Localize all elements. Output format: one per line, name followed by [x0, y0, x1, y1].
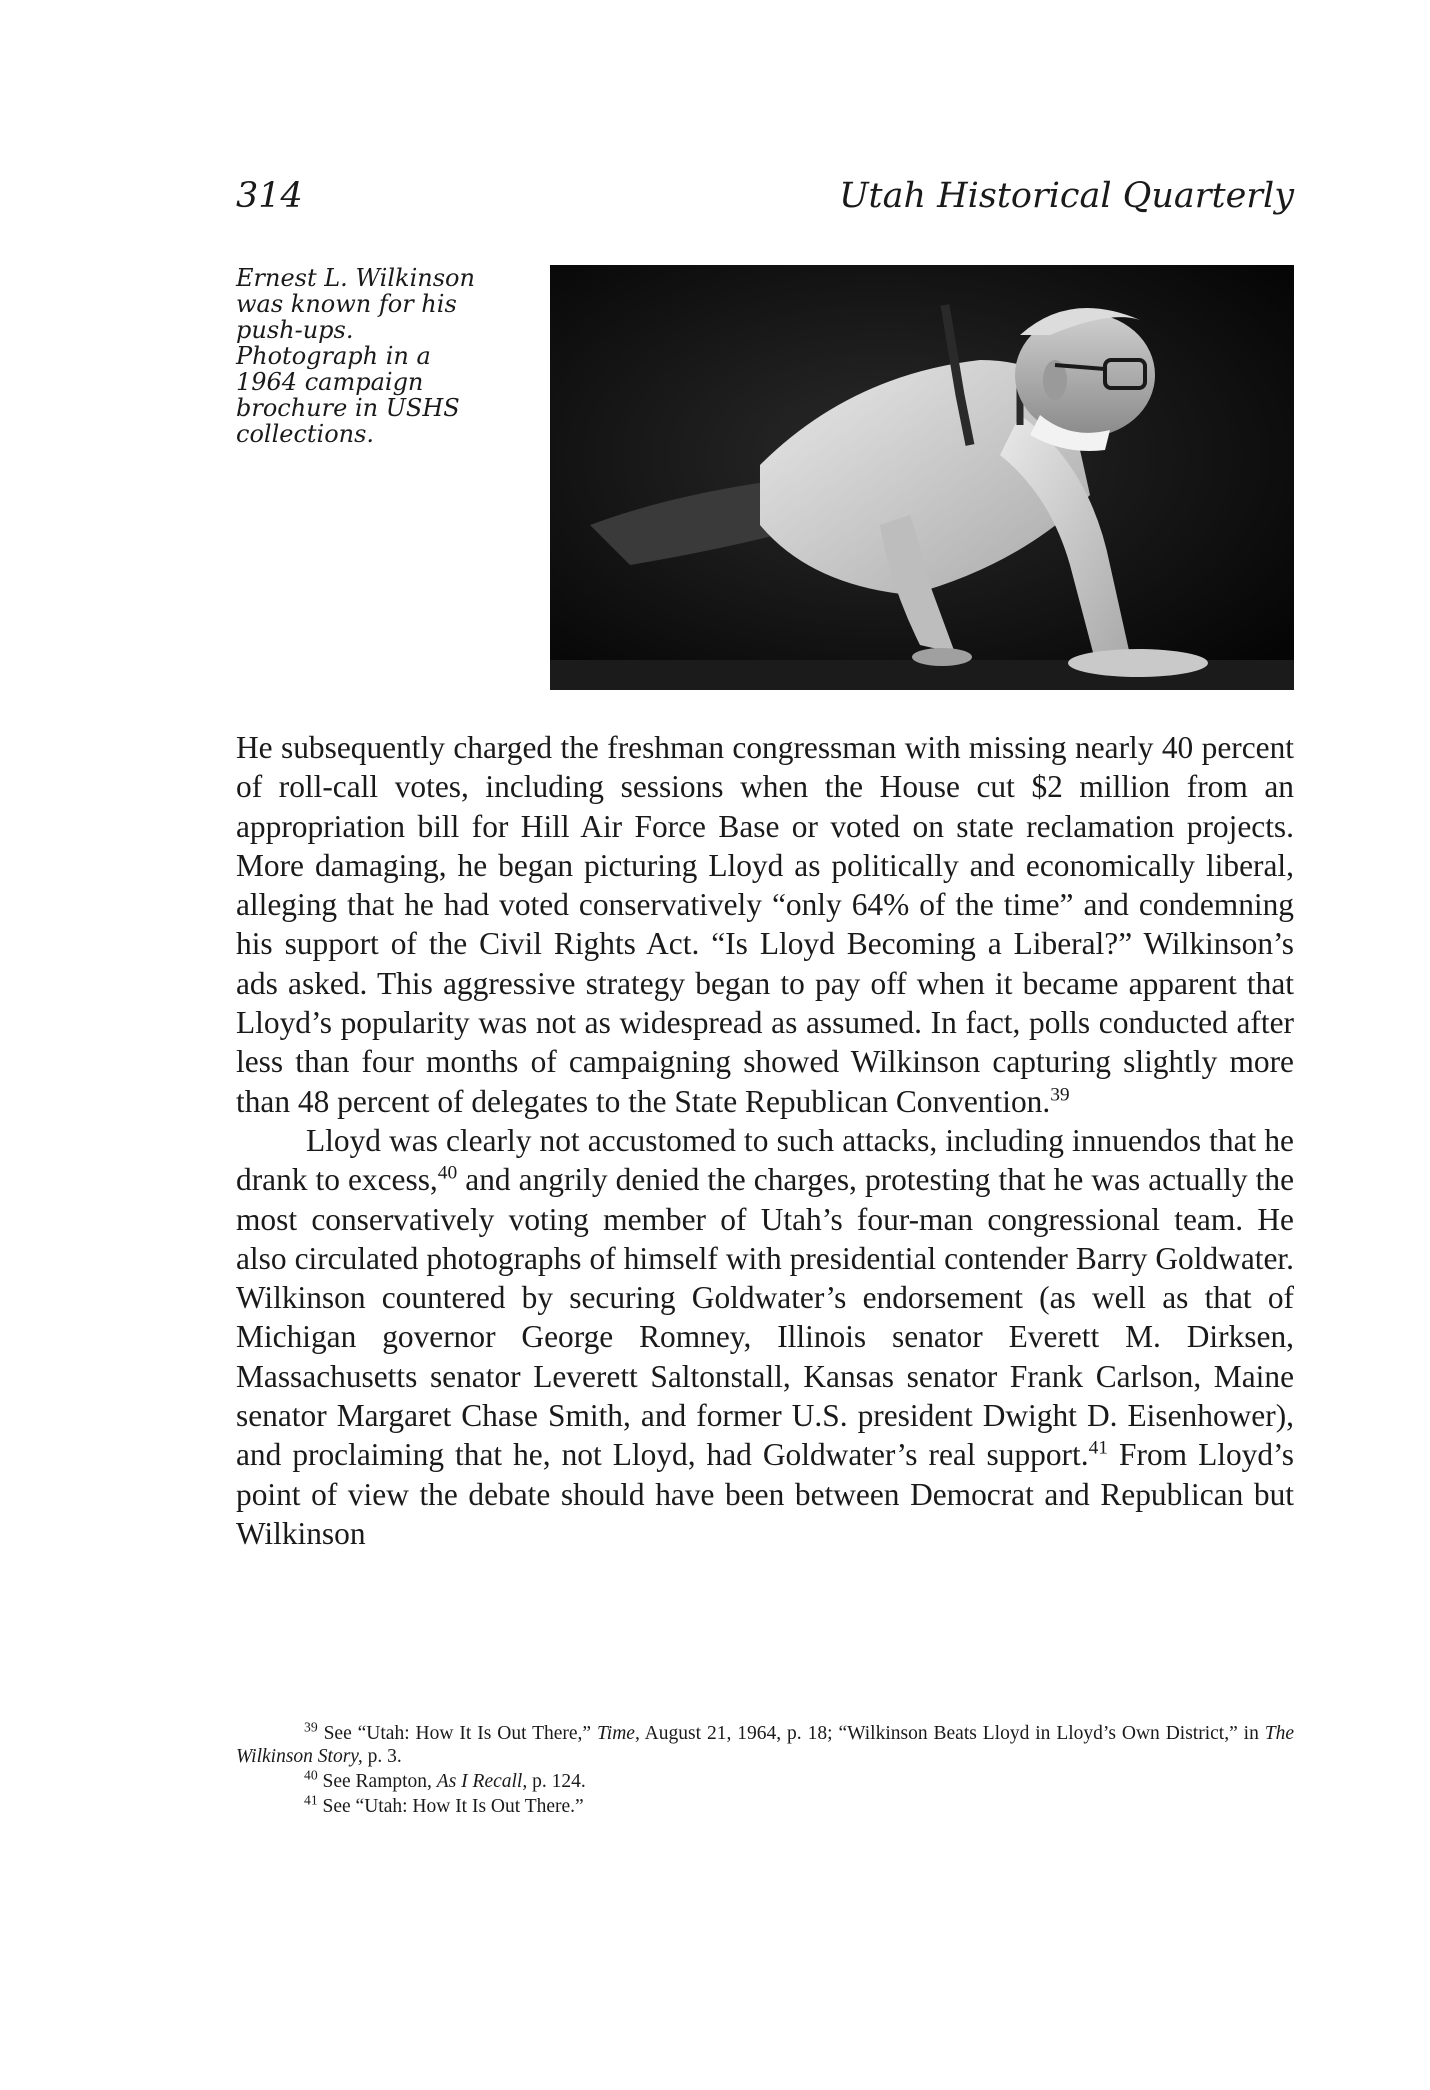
journal-title: Utah Historical Quarterly: [839, 176, 1294, 216]
footnote-ref-41[interactable]: 41: [1088, 1437, 1109, 1459]
footnote-41: $^{41}$ See “Utah: How It Is Out There.”: [304, 1792, 584, 1817]
footnote-ref-39[interactable]: 39: [1050, 1084, 1070, 1106]
figure-photograph: [550, 265, 1294, 690]
footnotes: [236, 1719, 1295, 1820]
pushup-photo-illustration: [550, 265, 1294, 690]
figure-caption: Ernest L. Wilkinson was known for his push-ups. Photograph in a 1964 campaign brochure in USHS collections.: [236, 264, 475, 448]
body-paragraph-2: Lloyd was clearly not accustomed to such attacks, including innuendos that he drank to excess,$^{40}$ and angrily denied the charges, protesting that he was actually the most conservatively voting member of Utah’s four-man congressional team. He also circulated photographs of himself with presidential contender Barry Goldwater. Wilkinson countered by securing Goldwater’s endorsement (as well as that of Michigan governor George Romney, Illinois senator Everett M. Dirksen, Massachusetts senator Leverett Saltonstall, Kansas senator Frank Carlson, Maine senator Margaret Chase Smith, and former U.S. president Dwight D. Eisenhower), and proclaiming that he, not Lloyd, had Goldwater’s real support.$^{41}$ From Lloyd’s point of view the debate should have been between Democrat and Republican but Wilkinson: [236, 1122, 1294, 1551]
page-number: 314: [236, 176, 303, 216]
footnote-ref-40[interactable]: 40: [437, 1162, 458, 1184]
body-paragraph-1: He subsequently charged the freshman congressman with missing nearly 40 percent of roll-call votes, including sessions when the House cut $2 million from an appropriation bill for Hill Air Force Base or voted on state reclamation projects. More damaging, he began picturing Lloyd as politically and economically liberal, alleging that he had voted conservatively “only 64% of the time” and condemning his support of the Civil Rights Act. “Is Lloyd Becoming a Liberal?” Wilkinson’s ads asked. This aggressive strategy began to pay off when it became apparent that Lloyd’s popularity was not as widespread as assumed. In fact, polls conducted after less than four months of campaigning showed Wilkinson capturing slightly more than 48 percent of delegates to the State Republican Convention.$^{39}$: [236, 730, 1294, 1119]
footnote-39: $^{39}$ See “Utah: How It Is Out There,” Time, August 21, 1964, p. 18; “Wilkinson Beats Lloyd in Lloyd’s Own District,” in The Wilkinson Story, p. 3.: [236, 1719, 1295, 1767]
footnote-40: $^{40}$ See Rampton, As I Recall, p. 124.: [304, 1767, 586, 1792]
running-head: [236, 176, 1294, 226]
article-body: [236, 728, 1294, 1553]
